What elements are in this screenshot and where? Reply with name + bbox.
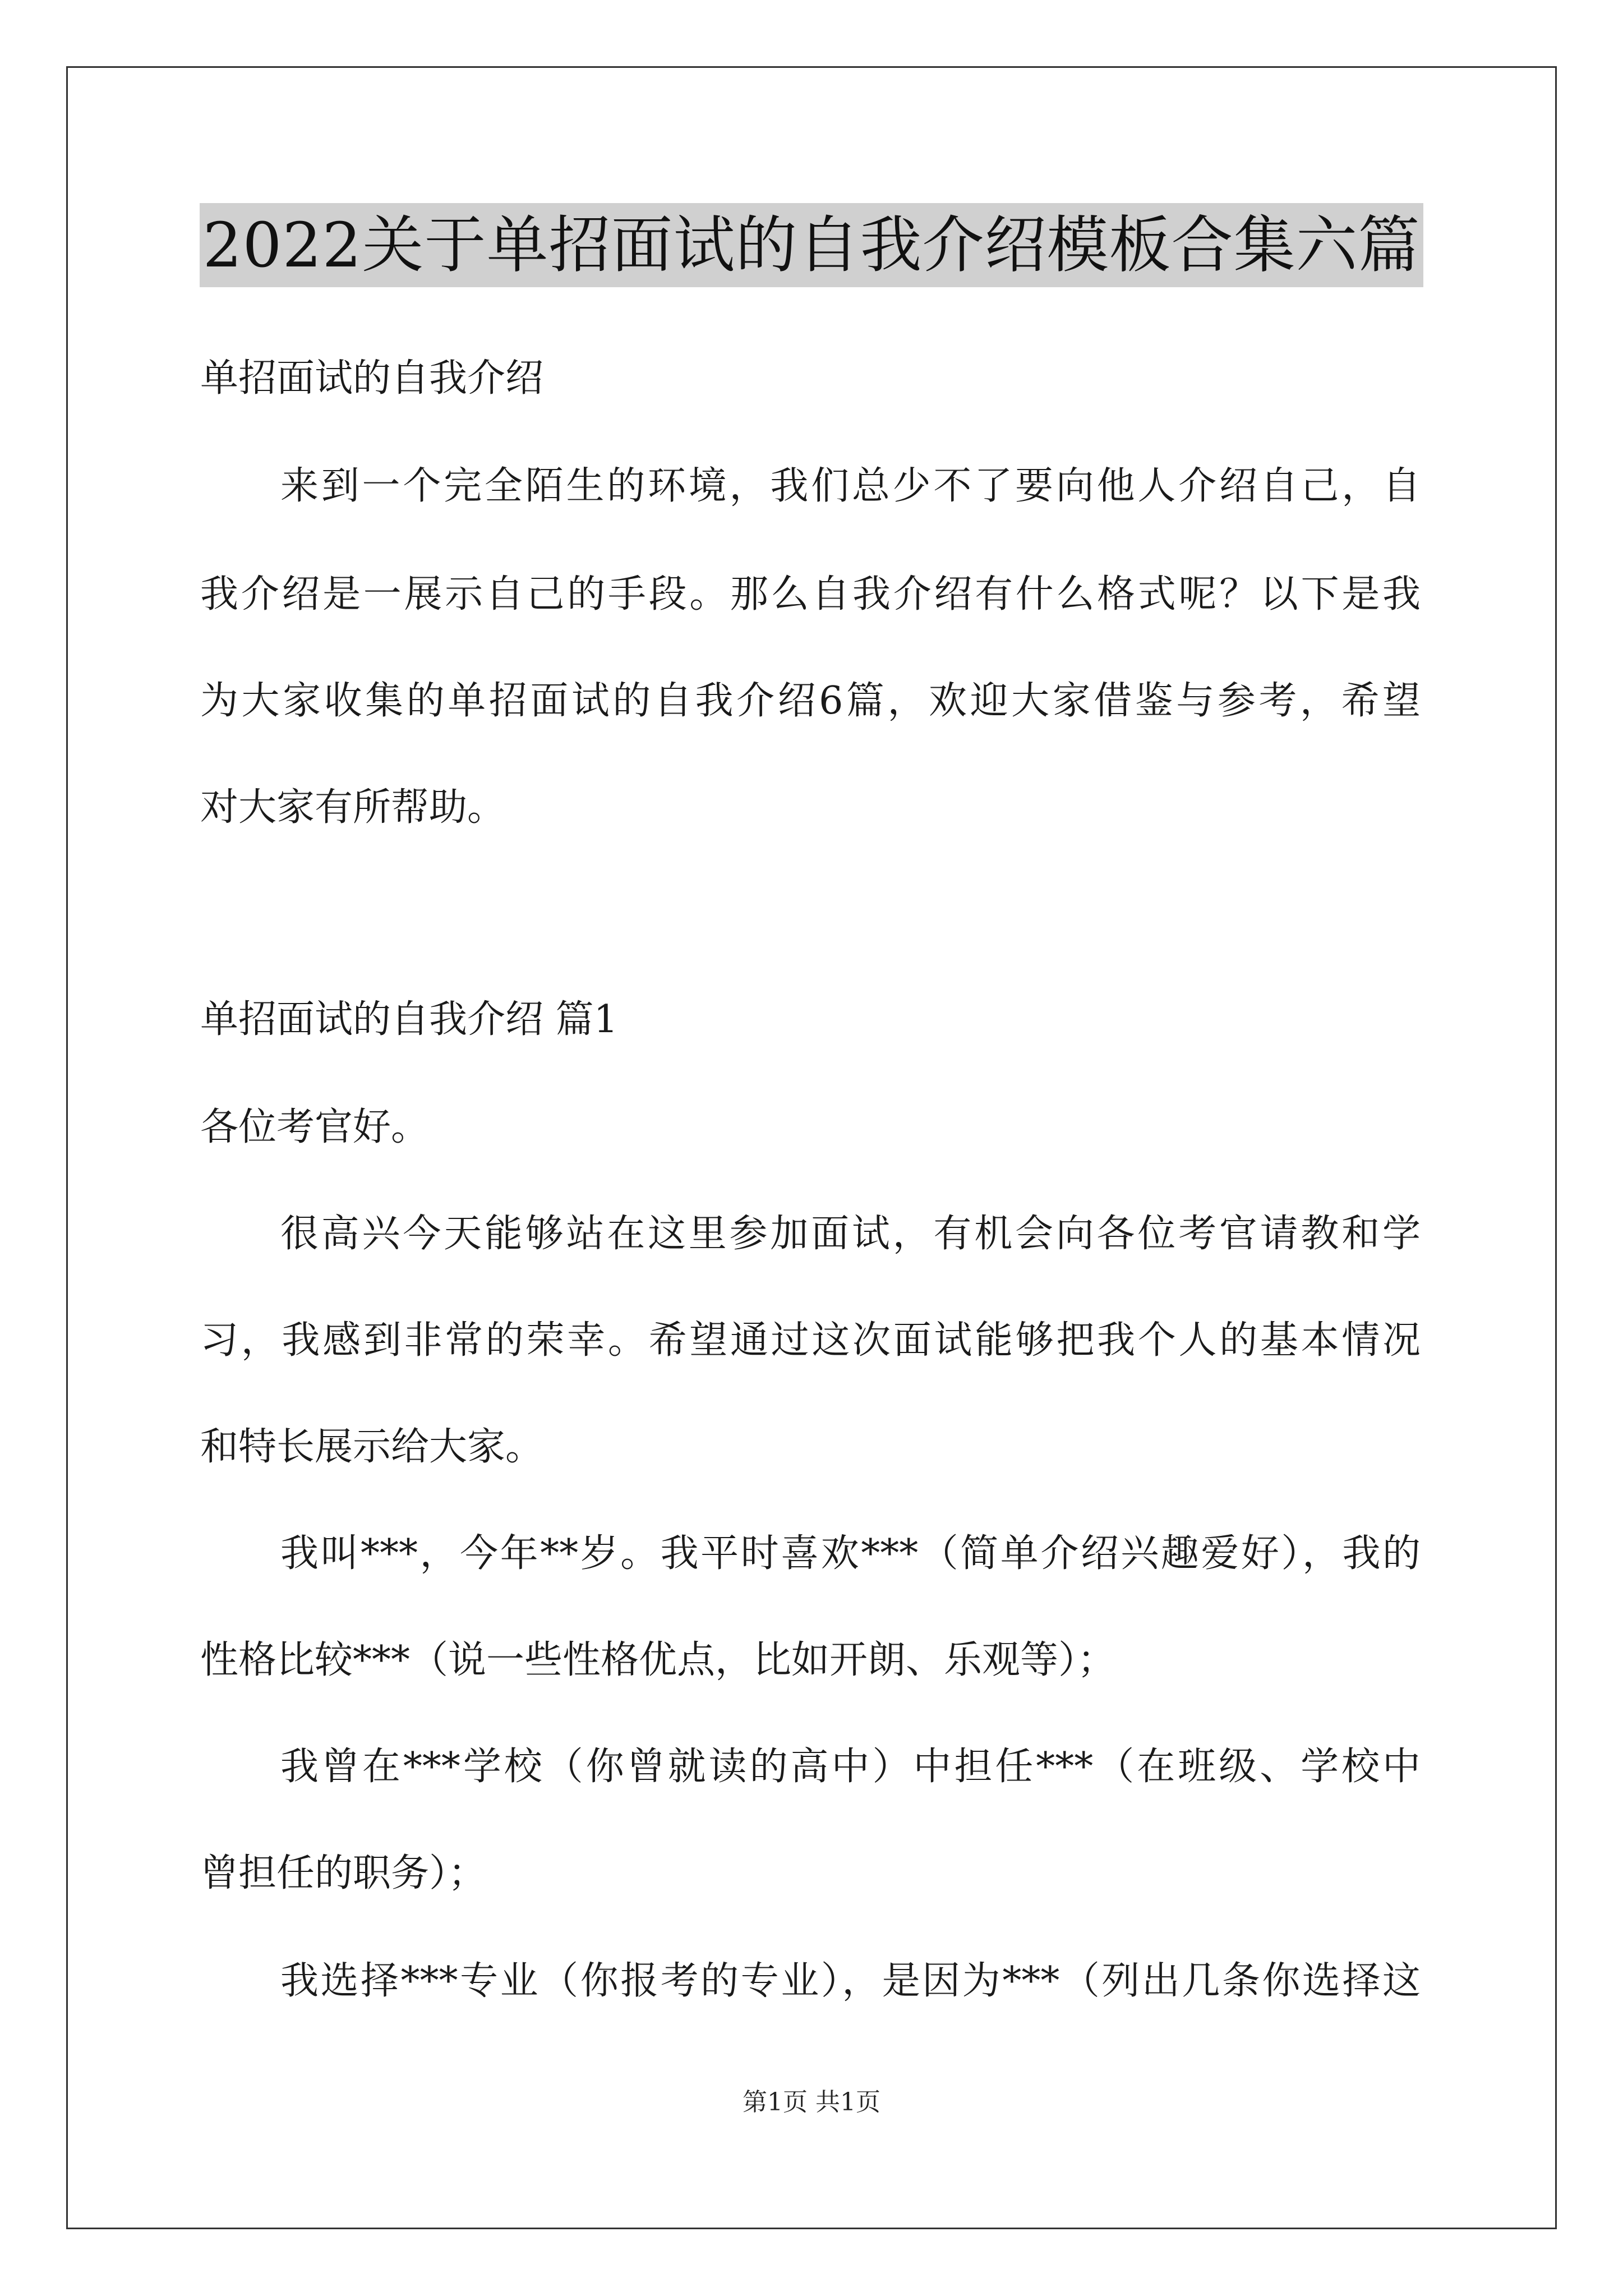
page-footer: 第1页 共1页 (743, 2088, 880, 2116)
body-line: 为大家收集的单招面试的自我介绍6篇，欢迎大家借鉴与参考，希望 (200, 679, 1421, 723)
body-line: 我介绍是一展示自己的手段。那么自我介绍有什么格式呢？以下是我 (200, 572, 1421, 616)
body-line: 习，我感到非常的荣幸。希望通过这次面试能够把我个人的基本情况 (200, 1318, 1421, 1363)
body-line: 曾担任的职务）； (200, 1851, 487, 1895)
section-heading: 单招面试的自我介绍 篇1 (200, 997, 618, 1042)
body-line: 性格比较***（说一些性格优点，比如开朗、乐观等）； (200, 1638, 1116, 1682)
intro-heading: 单招面试的自我介绍 (200, 356, 544, 401)
body-line: 对大家有所帮助。 (200, 785, 506, 830)
title-container (0, 203, 1623, 287)
body-line: 我选择***专业（你报考的专业），是因为***（列出几条你选择这 (280, 1959, 1421, 2003)
document-title: 2022关于单招面试的自我介绍模板合集六篇 (200, 203, 1424, 287)
greeting-line: 各位考官好。 (200, 1105, 430, 1149)
body-line: 和特长展示给大家。 (200, 1425, 544, 1469)
body-line: 我曾在***学校（你曾就读的高中）中担任***（在班级、学校中 (280, 1745, 1421, 1789)
body-line: 很高兴今天能够站在这里参加面试，有机会向各位考官请教和学 (280, 1212, 1421, 1256)
body-line: 来到一个完全陌生的环境，我们总少不了要向他人介绍自己，自 (280, 464, 1421, 508)
body-line: 我叫***，今年**岁。我平时喜欢***（简单介绍兴趣爱好），我的 (280, 1531, 1421, 1576)
